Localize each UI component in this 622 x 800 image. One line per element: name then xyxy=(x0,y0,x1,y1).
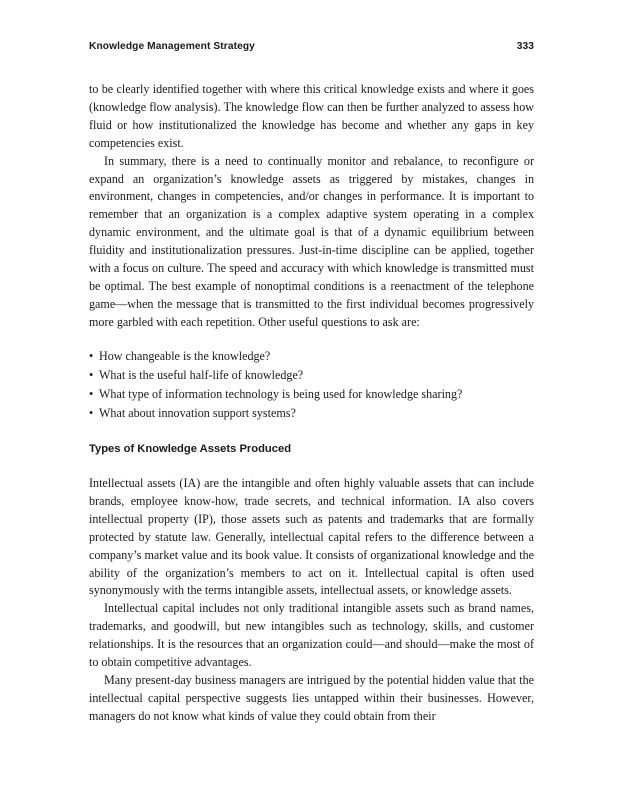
paragraph: Intellectual capital includes not only traditional intangible assets such as brand names, trademarks, and goodwill, but new intangibles such as technology, skills, and customer relationships. It is the resources that an organization could—and should—make the most of to obtain competitive advantages. xyxy=(89,601,534,670)
paragraph: In summary, there is a need to continually monitor and rebalance, to reconfigure or expand an organization’s knowledge assets as triggered by mistakes, changes in environment, changes in competencies, and/or changes in performance. It is important to remember that an organization is a complex adaptive system operating in a complex dynamic environment, and the ultimate goal is that of a dynamic equilibrium between fluidity and institutionalization pressures. Just-in-time discipline can be applied, together with a focus on culture. The speed and accuracy with which knowledge is transmitted must be optimal. The best example of nonoptimal conditions is a reenactment of the telephone game—when the message that is transmitted to the first individual becomes progressively more garbled with each repetition. Other useful questions to ask are: xyxy=(89,153,534,329)
list-item-text: How changeable is the knowledge? xyxy=(99,349,271,363)
list-item-text: What is the useful half-life of knowledge? xyxy=(99,368,304,382)
page-number: 333 xyxy=(516,41,534,52)
paragraph: Intellectual assets (IA) are the intangible and often highly valuable assets that can include brands, employee know-how, trade secrets, and technical information. IA also covers intellectual property (IP), those assets such as patents and trademarks that are formally protected by statute law. Generally, intellectual capital refers to the difference between a company’s market value and its book value. It consists of organizational knowledge and the ability of the organization’s members to act on it. Intellectual capital is often used synonymously with the terms intangible assets, intellectual assets, or knowledge assets. xyxy=(89,476,534,598)
list-item-text: What about innovation support systems? xyxy=(99,406,296,420)
body-text-top xyxy=(89,81,534,332)
list-item xyxy=(89,385,534,404)
body-text-bottom xyxy=(89,475,534,726)
running-header xyxy=(89,41,534,57)
paragraph: to be clearly identified together with where this critical knowledge exists and where it goes (knowledge flow analysis). The knowledge flow can then be further analyzed to assess how fluid or how institutionalized the knowledge has become and whether any gaps in key competencies exist. xyxy=(89,82,534,150)
bullet-icon: • xyxy=(89,406,94,420)
question-list xyxy=(89,347,534,423)
running-title: Knowledge Management Strategy xyxy=(89,41,255,52)
bullet-icon: • xyxy=(89,387,94,401)
list-item xyxy=(89,404,534,423)
section-heading: Types of Knowledge Assets Produced xyxy=(89,443,292,455)
list-item xyxy=(89,366,534,385)
list-item xyxy=(89,347,534,366)
list-item-text: What type of information technology is being used for knowledge sharing? xyxy=(99,387,463,401)
paragraph: Many present-day business managers are intrigued by the potential hidden value that the intellectual capital perspective suggests lies untapped within their businesses. However, managers do not know what kinds of value they could obtain from their xyxy=(89,672,534,723)
bullet-icon: • xyxy=(89,349,94,363)
book-page xyxy=(89,0,534,800)
bullet-icon: • xyxy=(89,368,94,382)
